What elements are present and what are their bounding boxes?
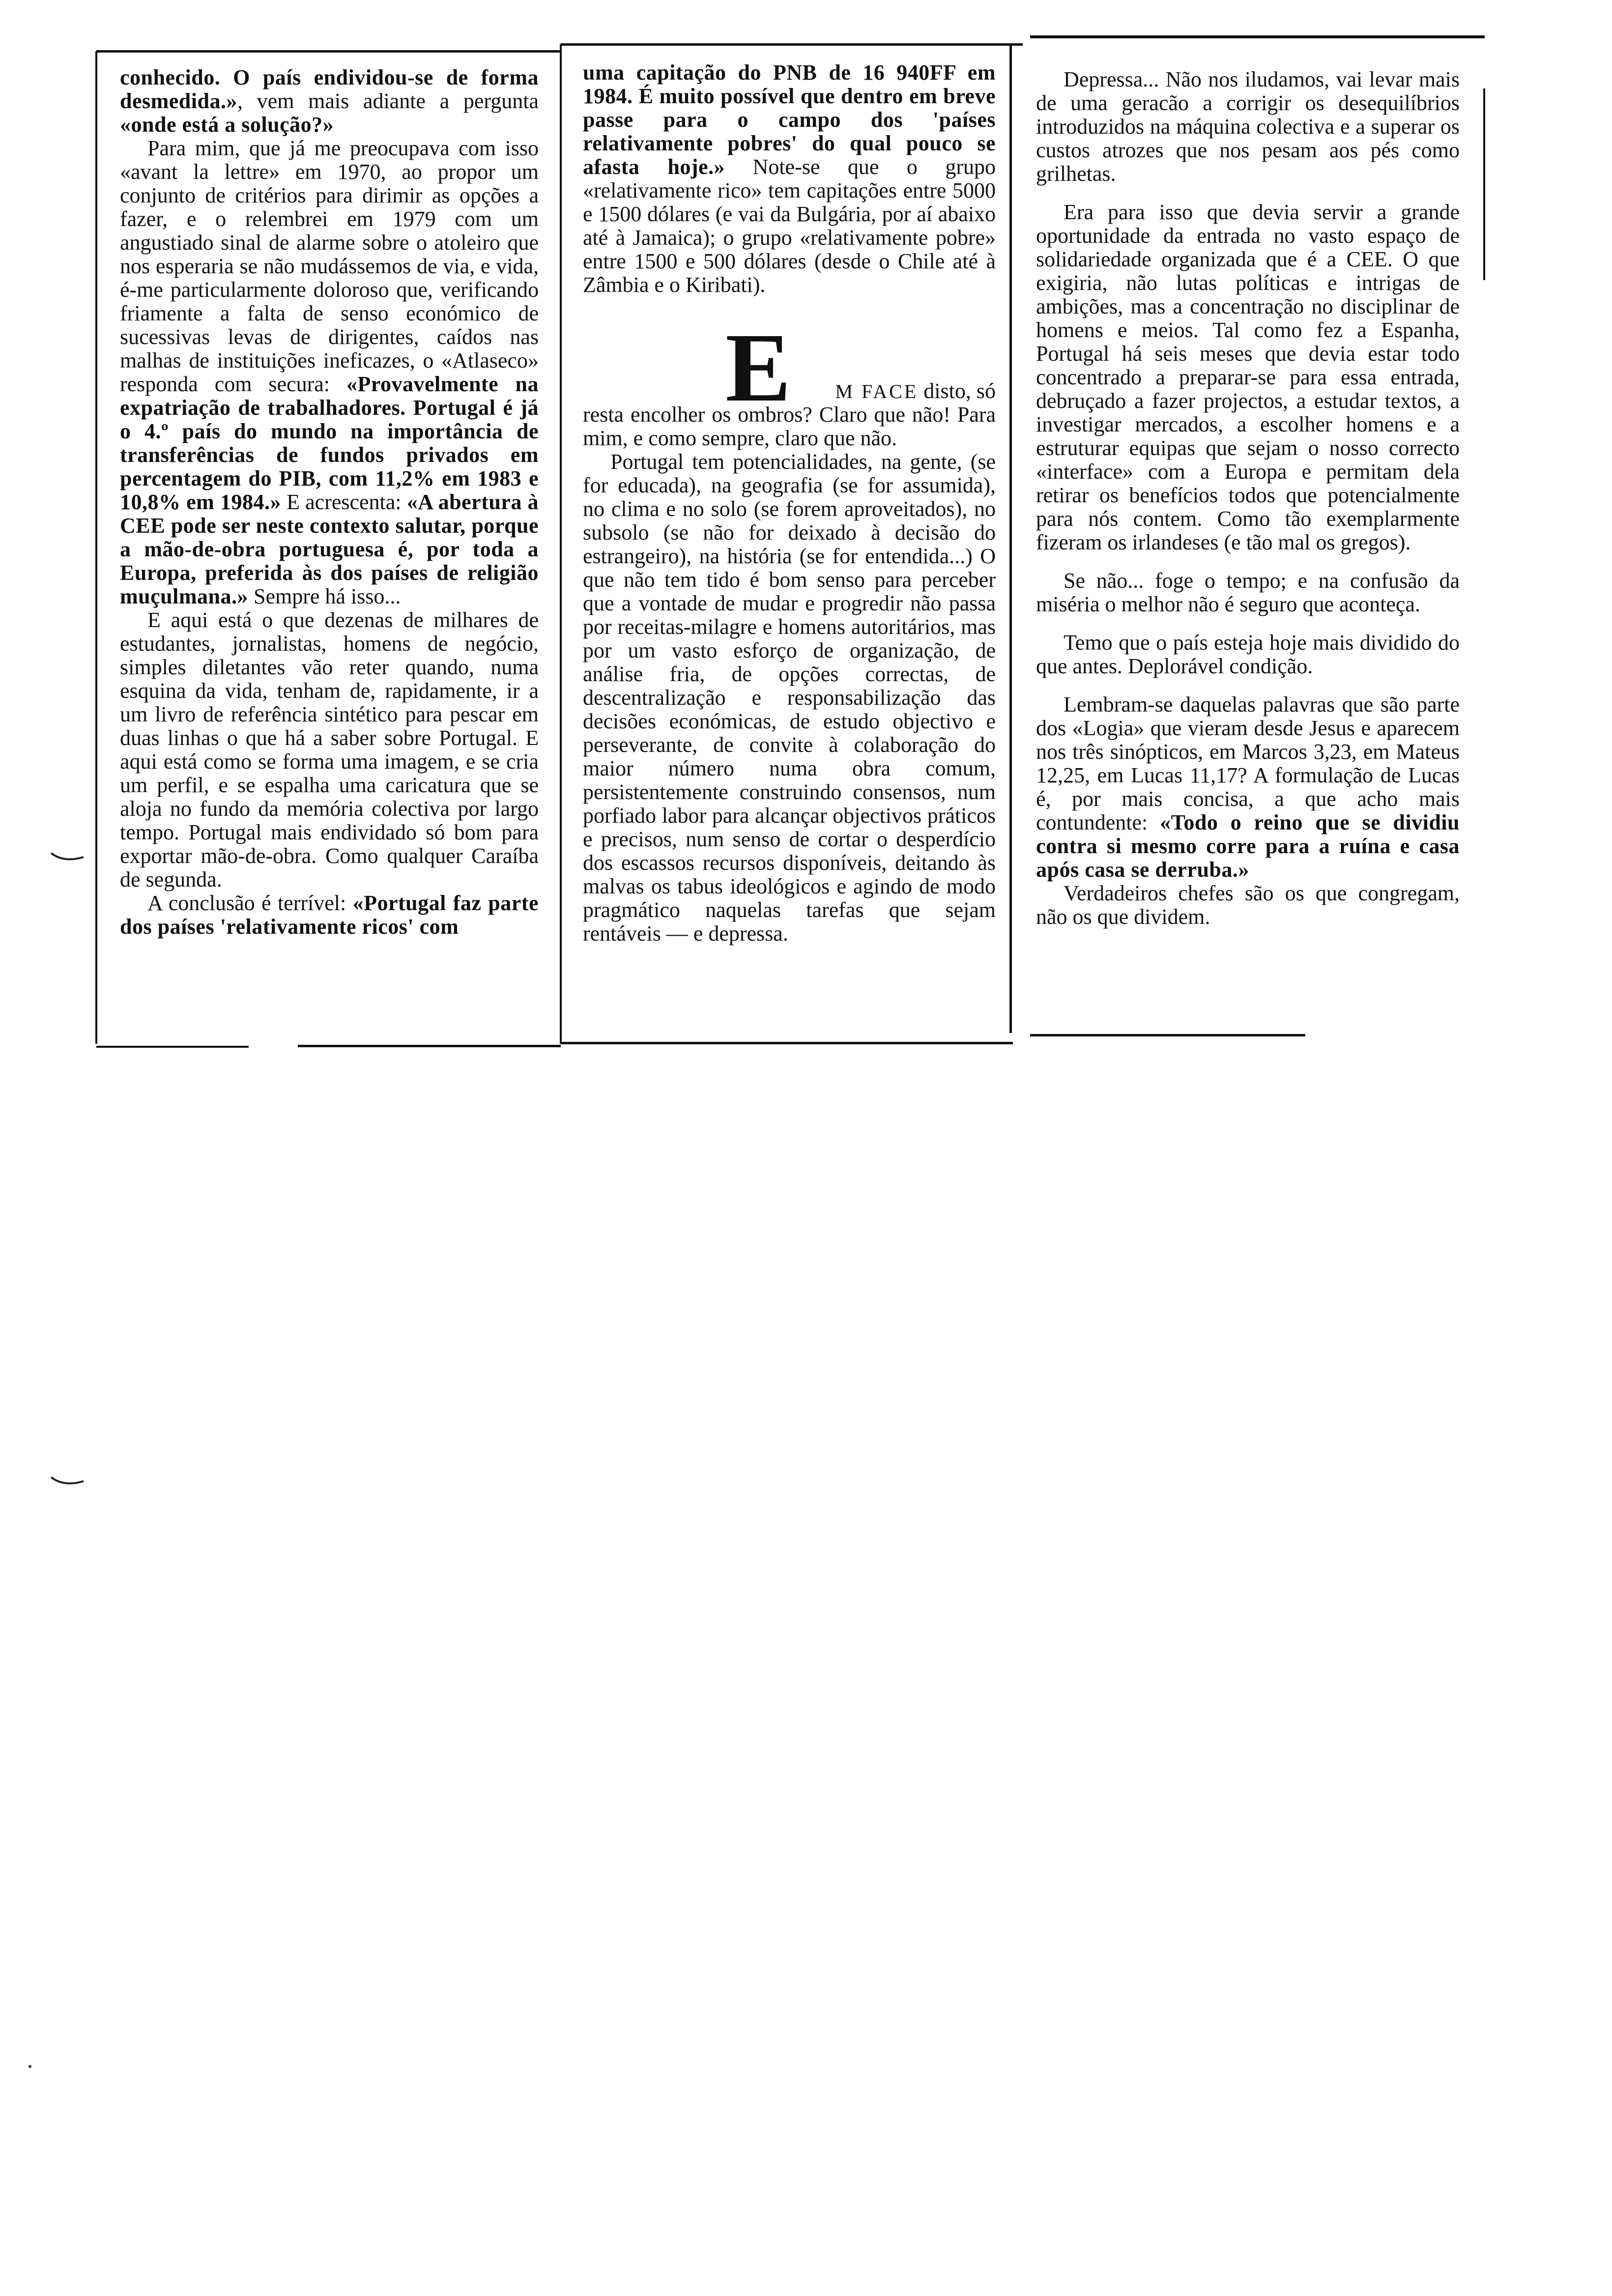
paragraph (1036, 201, 1460, 554)
paragraph (120, 891, 539, 939)
column3-bottom-rule (1030, 1034, 1305, 1036)
column1-bottom-rule-left (96, 1046, 249, 1048)
bold-quote-text: uma capitação do PNB de 16 940FF em 1984. É muito possível que dentro em breve passe para o campo dos 'países relativamente pobres' do qual pouco se afasta hoje.» (583, 60, 996, 179)
paragraph (583, 450, 996, 946)
lead-in-text: disto, só (918, 379, 996, 403)
column3-right-border (1483, 88, 1485, 280)
paragraph (120, 608, 539, 891)
paragraph (120, 137, 539, 608)
body-text: , vem mais adiante a pergunta (237, 89, 539, 113)
column2-top-rule (561, 43, 1023, 46)
drop-cap-line (583, 314, 996, 422)
bold-quote-text: «onde está a solução?» (120, 113, 334, 137)
body-text: Depressa... Não nos iludamos, vai levar mais de uma geracão a corrigir os desequilíbrios introduzidos na máquina colectiva e a superar os custos atrozes que nos pesam aos pés como grilhetas. (1036, 67, 1460, 186)
bold-quote-text: «A abertura à CEE pode ser neste contexto salutar, porque a mão-de-obra portuguesa é, por toda a Europa, preferida às dos países de religião muçulmana.» (120, 490, 539, 608)
body-text: E acrescenta: (281, 490, 407, 514)
article-column-3 (1036, 68, 1460, 929)
body-text: Se não... foge o tempo; e na confusão da miséria o melhor não é seguro que aconteça. (1036, 569, 1460, 616)
body-text: Temo que o país esteja hoje mais dividido do que antes. Deplorável condição. (1036, 631, 1460, 678)
paragraph (583, 61, 996, 297)
body-text: Portugal tem potencialidades, na gente, (se for educada), na geografia (se for assumida), no clima e no solo (se forem aproveitados), no subsolo (se não for deixado à decisão do estrangeiro), na história (se for entendida...) O que não tem tido é bom senso para perceber que a vontade de mudar e progredir não passa por receitas-milagre e homens autoritários, mas por um vasto esforço de organização, de análise fria, de opções correctas, de descentralização e responsabilização das decisões económicas, de estudo objectivo e perseverante, de convite à colaboração do maior número numa obra comum, persistentemente construindo consensos, num porfiado labor para alcançar objectivos práticos e precisos, num senso de cortar o desperdício dos escassos recursos disponíveis, deitando às malvas os tabus ideológicos e agindo de modo pragmático naquelas tarefas que sejam rentáveis — e depressa. (583, 450, 996, 946)
column2-bottom-rule (561, 1042, 1013, 1044)
column1-top-rule (96, 50, 561, 53)
bold-quote-text: «Provavelmente na expatriação de trabalhadores. Portugal é já o 4.º país do mundo na importância de transferências de fundos privados em percentagem do PIB, com 11,2% em 1983 e 10,8% em 1984.» (120, 372, 539, 514)
scan-mark-curve (49, 850, 88, 865)
scan-mark-curve (49, 1474, 88, 1489)
paragraph (120, 66, 539, 137)
bold-quote-text: «Todo o reino que se dividiu contra si mesmo corre para a ruína e casa após casa se derruba.» (1036, 810, 1460, 882)
column-divider-2-3 (1009, 45, 1012, 1033)
paragraph (1036, 882, 1460, 929)
drop-cap-letter: E (725, 314, 791, 422)
paragraph (1036, 693, 1460, 882)
body-text: Para mim, que já me preocupava com isso «avant la lettre» em 1970, ao propor um conjunto de critérios para dirimir as opções a fazer, e o relembrei em 1979 com um angustiado sinal de alarme sobre o atoleiro que nos esperaria se não mudássemos de via, e vida, é-me particularmente doloroso que, verificando friamente a falta de senso económico de sucessivas levas de dirigentes, caídos nas malhas de instituições ineficazes, o «Atlaseco» responda com secura: (120, 136, 539, 396)
body-text: Era para isso que devia servir a grande oportunidade da entrada no vasto espaço de solidariedade organizada que é a CEE. O que exigiria, não lutas políticas e intrigas de ambições, mas a concentração no disciplinar de homens e meios. Tal como fez a Espanha, Portugal há seis meses que devia estar todo concentrado a preparar-se para essa entrada, debruçado a fazer projectos, a estudar textos, a investigar mercados, a escolher homens e a estruturar equipas que sejam o nosso correcto «interface» com a Europa e permitam dela retirar os benefícios todos que potencialmente para nós contem. Como tão exemplarmente fizeram os irlandeses (e tão mal os gregos). (1036, 200, 1460, 554)
body-text: resta encolher os ombros? Claro que não! Para mim, e como sempre, claro que não. (583, 402, 996, 450)
column1-bottom-rule-right (298, 1045, 561, 1047)
bold-quote-text: «Portugal faz parte dos países 'relativamente ricos' com (120, 891, 539, 939)
body-text: E aqui está o que dezenas de milhares de estudantes, jornalistas, homens de negócio, simples diletantes vão reter quando, numa esquina da vida, tenham de, rapidamente, ir a um livro de referência sintético para pescar em duas linhas o que há a saber sobre Portugal. E aqui está como se forma uma imagem, e se cria um perfil, e se espalha uma caricatura que se aloja no fundo da memória colectiva por largo tempo. Portugal mais endividado só bom para exportar mão-de-obra. Como qualquer Caraíba de segunda. (120, 608, 539, 891)
scan-mark-dot (28, 2064, 32, 2069)
article-column-2 (583, 61, 996, 946)
body-text: Verdadeiros chefes são os que congregam, não os que dividem. (1036, 881, 1460, 929)
paragraph (1036, 68, 1460, 186)
body-text: A conclusão é terrível: (147, 891, 353, 915)
paragraph (1036, 631, 1460, 678)
body-text: Lembram-se daquelas palavras que são parte dos «Logia» que vieram desde Jesus e aparecem nos três sinópticos, em Marcos 3,23, em Mateus 12,25, em Lucas 11,17? A formulação de Lucas é, por mais concisa, a que acho mais contundente: (1036, 692, 1460, 834)
bold-quote-text: conhecido. O país endividou-se de forma desmedida.» (120, 65, 539, 113)
column1-left-border (95, 51, 97, 1044)
body-text: Note-se que o grupo «relativamente rico» tem capitações entre 5000 e 1500 dólares (e vai da Bulgária, por aí abaixo até à Jamaica); o grupo «relativamente pobre» entre 1500 e 500 dólares (desde o Chile até à Zâmbia e o Kiribati). (583, 155, 996, 297)
column3-top-rule (1030, 35, 1485, 38)
column-divider-1-2 (560, 44, 562, 1044)
article-column-1 (120, 66, 539, 939)
body-text: Sempre há isso... (248, 584, 401, 608)
paragraph (1036, 569, 1460, 616)
lead-in-smallcaps: M FACE (835, 380, 919, 402)
